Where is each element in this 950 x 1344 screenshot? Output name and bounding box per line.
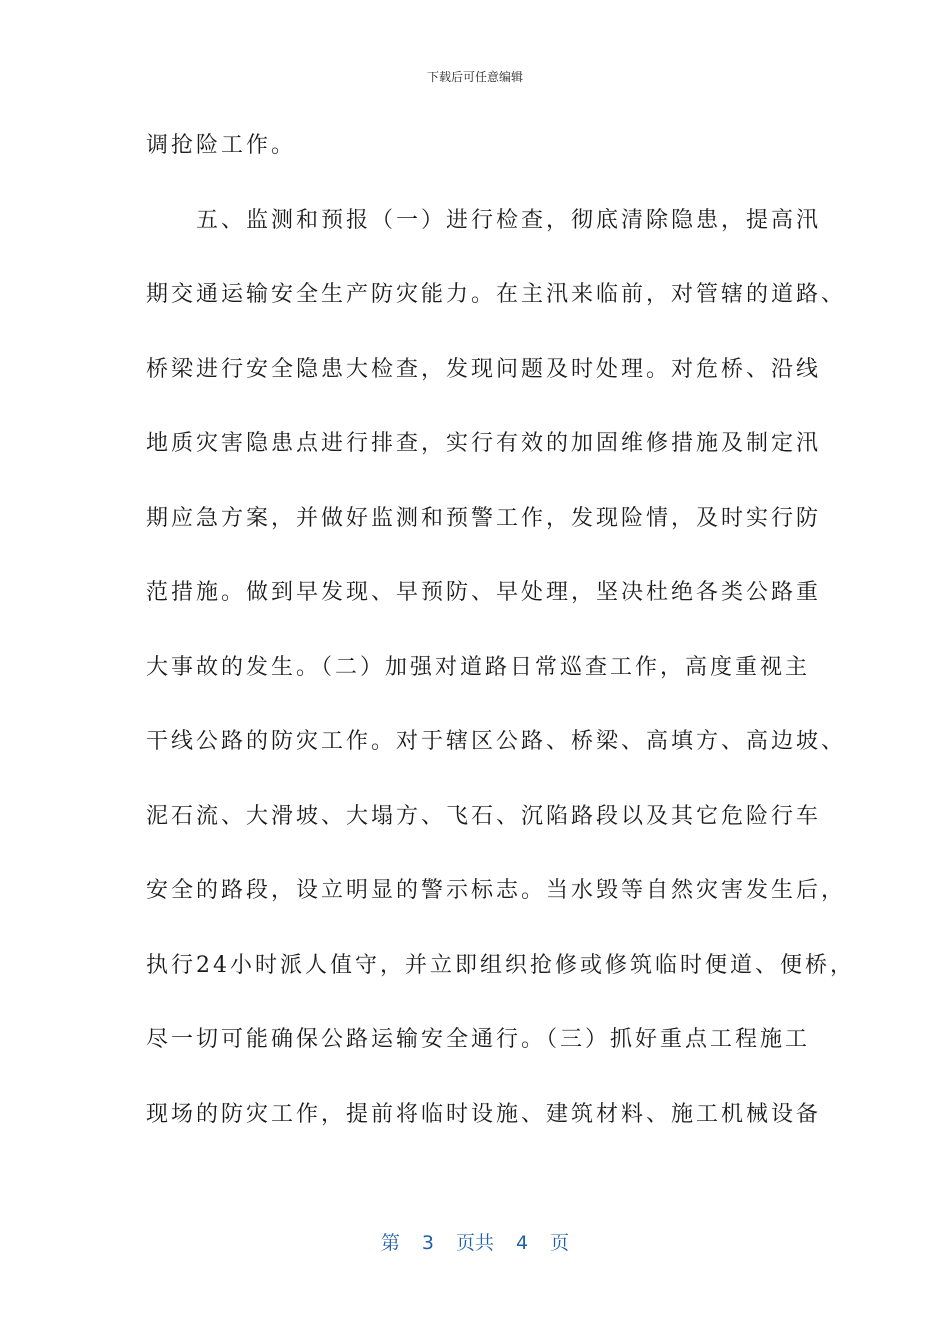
text-line: 期交通运输安全生产防灾能力。在主汛来临前，对管辖的道路、 [146,282,847,307]
footer-suffix: 页 [550,1232,570,1254]
text-line: 安全的路段，设立明显的警示标志。当水毁等自然灾害发生后， [146,878,847,903]
text-line: 大事故的发生。（二）加强对道路日常巡查工作，高度重视主 [146,654,811,680]
footer-prefix: 第 [380,1232,400,1254]
text-line: 地质灾害隐患点进行排查，实行有效的加固维修措施及制定汛 [146,431,822,456]
text-line: 调抢险工作。 [146,133,297,158]
text-line: 干线公路的防灾工作。对于辖区公路、桥梁、高填方、高边坡、 [146,729,847,754]
text-line: 尽一切可能确保公路运输安全通行。（三）抓好重点工程施工 [146,1027,811,1052]
footer-page-number: 3 [421,1232,434,1254]
footer-total-pages: 4 [516,1232,529,1254]
text-line: 范措施。做到早发现、早预防、早处理，坚决杜绝各类公路重 [146,580,822,605]
text-line: 期应急方案，并做好监测和预警工作，发现险情，及时实行防 [146,505,822,531]
text-line: 五、监测和预报（一）进行检查，彻底清除隐患，提高汛 [146,207,822,233]
text-line: 现场的防灾工作，提前将临时设施、建筑材料、施工机械设备 [146,1101,822,1127]
page-footer [0,1228,950,1255]
footer-middle: 页共 [455,1232,494,1254]
text-line: 执行24小时派人值守，并立即组织抢修或修筑临时便道、便桥， [146,952,855,978]
body-text [146,124,855,1167]
text-line: 泥石流、大滑坡、大塌方、飞石、沉陷路段以及其它危险行车 [146,803,822,829]
text-line: 桥梁进行安全隐患大检查，发现问题及时处理。对危桥、沿线 [146,356,822,382]
header-note: 下载后可任意编辑 [426,70,523,84]
